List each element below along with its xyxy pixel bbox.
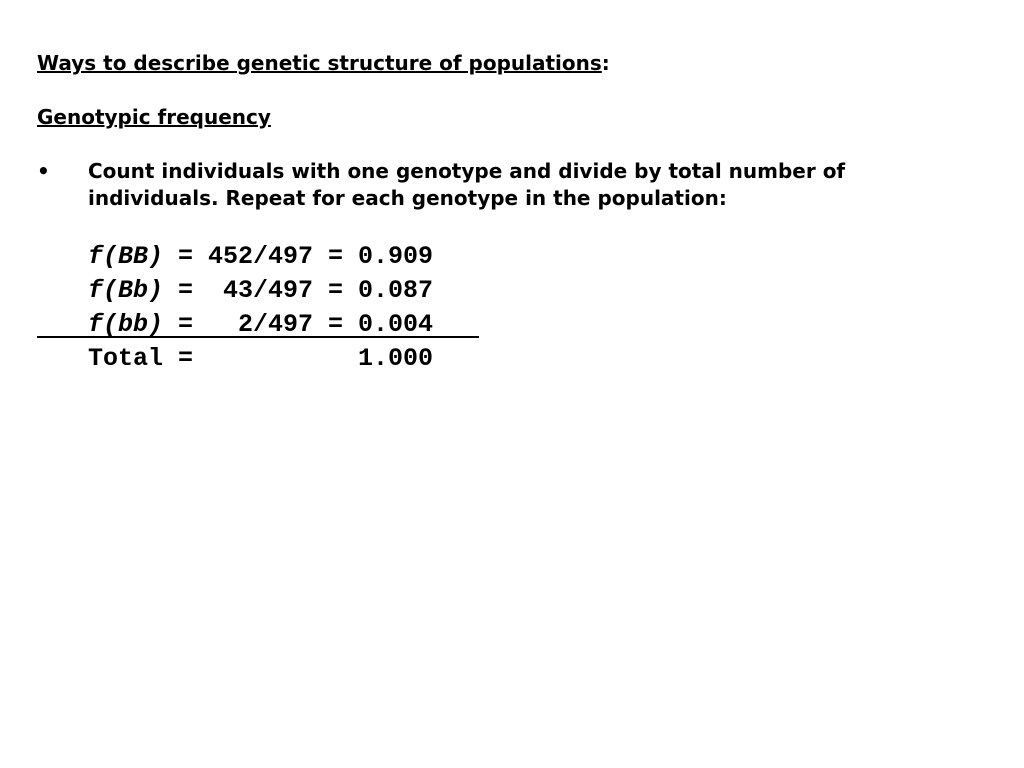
bullet-line-1: Count individuals with one genotype and divide by total number of	[88, 159, 846, 183]
bullet-line-2: individuals. Repeat for each genotype in the population:	[88, 186, 727, 210]
formula-lhs: f(Bb)	[88, 276, 164, 305]
formula-row-total: Total = 1.000	[88, 344, 434, 373]
formula-rhs: = 43/497 = 0.087	[163, 276, 434, 305]
formula-rhs: = 2/497 = 0.004	[163, 310, 434, 339]
slide-title	[37, 50, 610, 76]
sum-divider-line	[37, 336, 479, 338]
formula-row-Bb	[88, 274, 433, 308]
formula-rhs: = 452/497 = 0.909	[163, 242, 434, 271]
formula-lhs: f(bb)	[88, 310, 164, 339]
slide-title-colon: :	[601, 51, 610, 75]
formula-lhs: f(BB)	[88, 242, 164, 271]
bullet-marker: •	[37, 159, 50, 183]
formula-row-BB	[88, 240, 433, 274]
section-heading: Genotypic frequency	[37, 105, 271, 129]
bullet-text	[88, 158, 988, 212]
slide-title-text: Ways to describe genetic structure of populations	[37, 51, 602, 75]
